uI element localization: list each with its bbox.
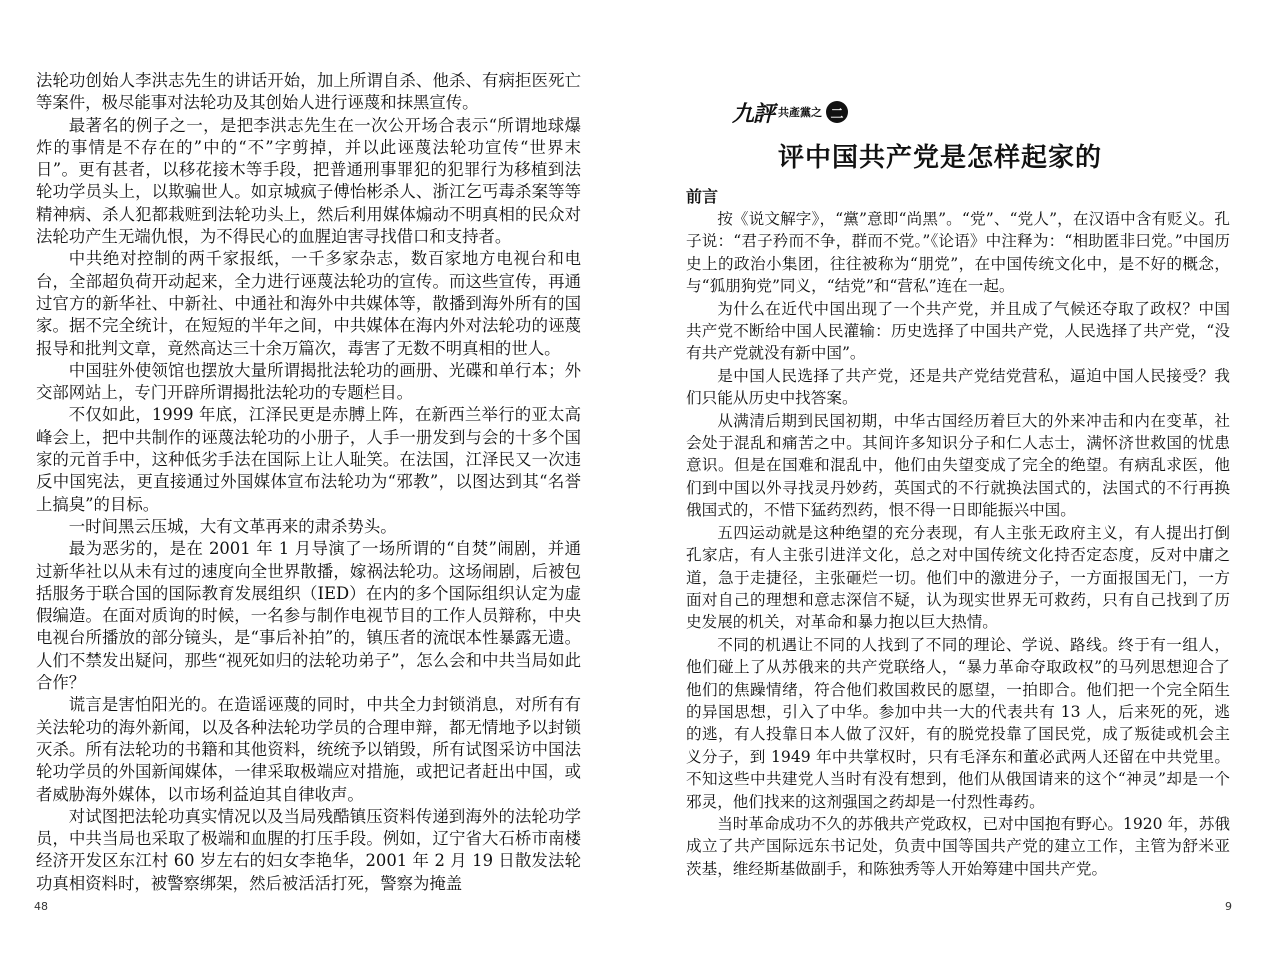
page-number-right: 9 [1225,900,1232,913]
left-paragraph: 一时间黑云压城，大有文革再来的肃杀势头。 [68,516,397,536]
left-paragraph: 中共绝对控制的两千家报纸，一千多家杂志，数百家地方电视台和电台，全部超负荷开动起来，全力进行诬蔑法轮功的宣传。而这些宣传，再通过官方的新华社、中新社、中通社和海外中共媒体等，散播到海外所有的国家。据不完全统计，在短短的半年之间，中共媒体在海内外对法轮功的诬蔑报导和批判文章，竟然高达三十余万篇次，毒害了无数不明真相的世人。 [36,249,581,358]
series-logo [732,92,848,132]
right-paragraph: 为什么在近代中国出现了一个共产党，并且成了气候还夺取了政权？中国共产党不断给中国人民灌输：历史选择了中国共产党，人民选择了共产党，“没有共产党就没有新中国”。 [686,299,1230,363]
section-heading: 前言 [686,187,719,206]
left-paragraph: 法轮功创始人李洪志先生的讲话开始，加上所谓自杀、他杀、有病拒医死亡等案件，极尽能事对法轮功及其创始人进行诬蔑和抹黑宣传。 [36,71,581,113]
right-page [632,0,1265,978]
right-paragraph: 按《说文解字》，“黨”意即“尚黑”。“党”、“党人”，在汉语中含有贬义。孔子说：“君子矜而不争，群而不党。”《论语》中注释为：“相助匿非曰党。”中国历史上的政治小集团，往往被称为“朋党”，在中国传统文化中，是不好的概念，与“狐朋狗党”同义，“结党”和“营私”连在一起。 [686,210,1230,296]
series-logo-sub: 共產黨之 [778,106,823,119]
left-page-body [36,70,581,895]
left-page [0,0,632,978]
right-paragraph: 不同的机遇让不同的人找到了不同的理论、学说、路线。终于有一组人，他们碰上了从苏俄来的共产党联络人，“暴力革命夺取政权”的马列思想迎合了他们的焦躁情绪，符合他们救国救民的愿望，一拍即合。他们把一个完全陌生的异国思想，引入了中华。参加中共一大的代表共有 13 人，后来死的死，逃的逃，有人投靠日本人做了汉奸，有的脱党投靠了国民党，成了叛徒或机会主义分子，到 1949 年中共掌权时，只有毛泽东和董必武两人还留在中共党里。不知这些中共建党人当时有没有想到，他们从俄国请来的这个“神灵”却是一个邪灵，他们找来的这剂强国之药却是一付烈性毒药。 [686,635,1230,811]
right-paragraph: 当时革命成功不久的苏俄共产党政权，已对中国抱有野心。1920 年，苏俄成立了共产国际远东书记处，负责中国等国共产党的建立工作，主管为舒米亚茨基，维经斯基做副手，和陈独秀等人开始筹建中国共产党。 [686,814,1230,878]
left-paragraph: 中国驻外使领馆也摆放大量所谓揭批法轮功的画册、光碟和单行本；外交部网站上，专门开辟所谓揭批法轮功的专题栏目。 [36,360,581,403]
chapter-title: 评中国共产党是怎样起家的 [778,143,1103,173]
left-paragraph: 谎言是害怕阳光的。在造谣诬蔑的同时，中共全力封锁消息，对所有有关法轮功的海外新闻，以及各种法轮功学员的合理申辩，都无情地予以封锁灭杀。所有法轮功的书籍和其他资料，统统予以销毁，所有试图采访中国法轮功学员的外国新闻媒体，一律采取极端应对措施，或把记者赶出中国，或者威胁海外媒体，以市场利益迫其自律收声。 [36,695,581,804]
series-logo-main: 九評 [732,100,775,127]
left-paragraph: 最为恶劣的，是在 2001 年 1 月导演了一场所谓的“自焚”闹剧，并通过新华社以从未有过的速度向全世界散播，嫁祸法轮功。这场闹剧，后被包括服务于联合国的国际教育发展组织（IED）在内的多个国际组织认定为虚假编造。在面对质询的时候，一名参与制作电视节目的工作人员辩称，中央电视台所播放的部分镜头，是“事后补拍”的，镇压者的流氓本性暴露无遗。人们不禁发出疑问，那些“视死如归的法轮功弟子”，怎么会和中共当局如此合作？ [36,539,581,693]
left-paragraph: 对试图把法轮功真实情况以及当局残酷镇压资料传递到海外的法轮功学员，中共当局也采取了极端和血腥的打压手段。例如，辽宁省大石桥市南楼经济开发区东江村 60 岁左右的妇女李艳华，2001 年 2 月 19 日散发法轮功真相资料时，被警察绑架，然后被活活打死，警察为掩盖 [36,806,581,893]
left-paragraph: 最著名的例子之一，是把李洪志先生在一次公开场合表示“所谓地球爆炸的事情是不存在的”中的“不”字剪掉，并以此诬蔑法轮功宣传“世界末日”。更有甚者，以移花接木等手段，把普通刑事罪犯的犯罪行为移植到法轮功学员头上，以欺骗世人。如京城疯子傅怡彬杀人、浙江乞丐毒杀案等等精神病、杀人犯都栽赃到法轮功头上，然后利用媒体煽动不明真相的民众对法轮功产生无端仇恨，为不得民心的血腥迫害寻找借口和支持者。 [36,115,581,247]
right-page-body [686,208,1230,880]
left-paragraph: 不仅如此，1999 年底，江泽民更是赤膊上阵，在新西兰举行的亚太高峰会上，把中共制作的诬蔑法轮功的小册子，人手一册发到与会的十多个国家的元首手中，这种低劣手法在国际上让人耻笑。在法国，江泽民又一次违反中国宪法，更直接通过外国媒体宣布法轮功为“邪教”，以图达到其“名誉上搞臭”的目标。 [36,405,581,514]
right-paragraph: 是中国人民选择了共产党，还是共产党结党营私，逼迫中国人民接受？我们只能从历史中找答案。 [686,366,1230,408]
page-number-left: 48 [34,900,48,913]
right-paragraph: 从满清后期到民国初期，中华古国经历着巨大的外来冲击和内在变革，社会处于混乱和痛苦之中。其间许多知识分子和仁人志士，满怀济世救国的忧患意识。但是在国难和混乱中，他们由失望变成了完全的绝望。有病乱求医，他们到中国以外寻找灵丹妙药，英国式的不行就换法国式的，法国式的不行再换俄国式的，不惜下猛药烈药，恨不得一日即能振兴中国。 [686,411,1230,520]
right-paragraph: 五四运动就是这种绝望的充分表现，有人主张无政府主义，有人提出打倒孔家店，有人主张引进洋文化，总之对中国传统文化持否定态度，反对中庸之道，急于走捷径，主张砸烂一切。他们中的激进分子，一方面报国无门，一方面对自己的理想和意志深信不疑，认为现实世界无可救药，只有自己找到了历史发展的机关，对革命和暴力抱以巨大热情。 [686,523,1230,632]
series-number-badge: 二 [826,101,848,123]
